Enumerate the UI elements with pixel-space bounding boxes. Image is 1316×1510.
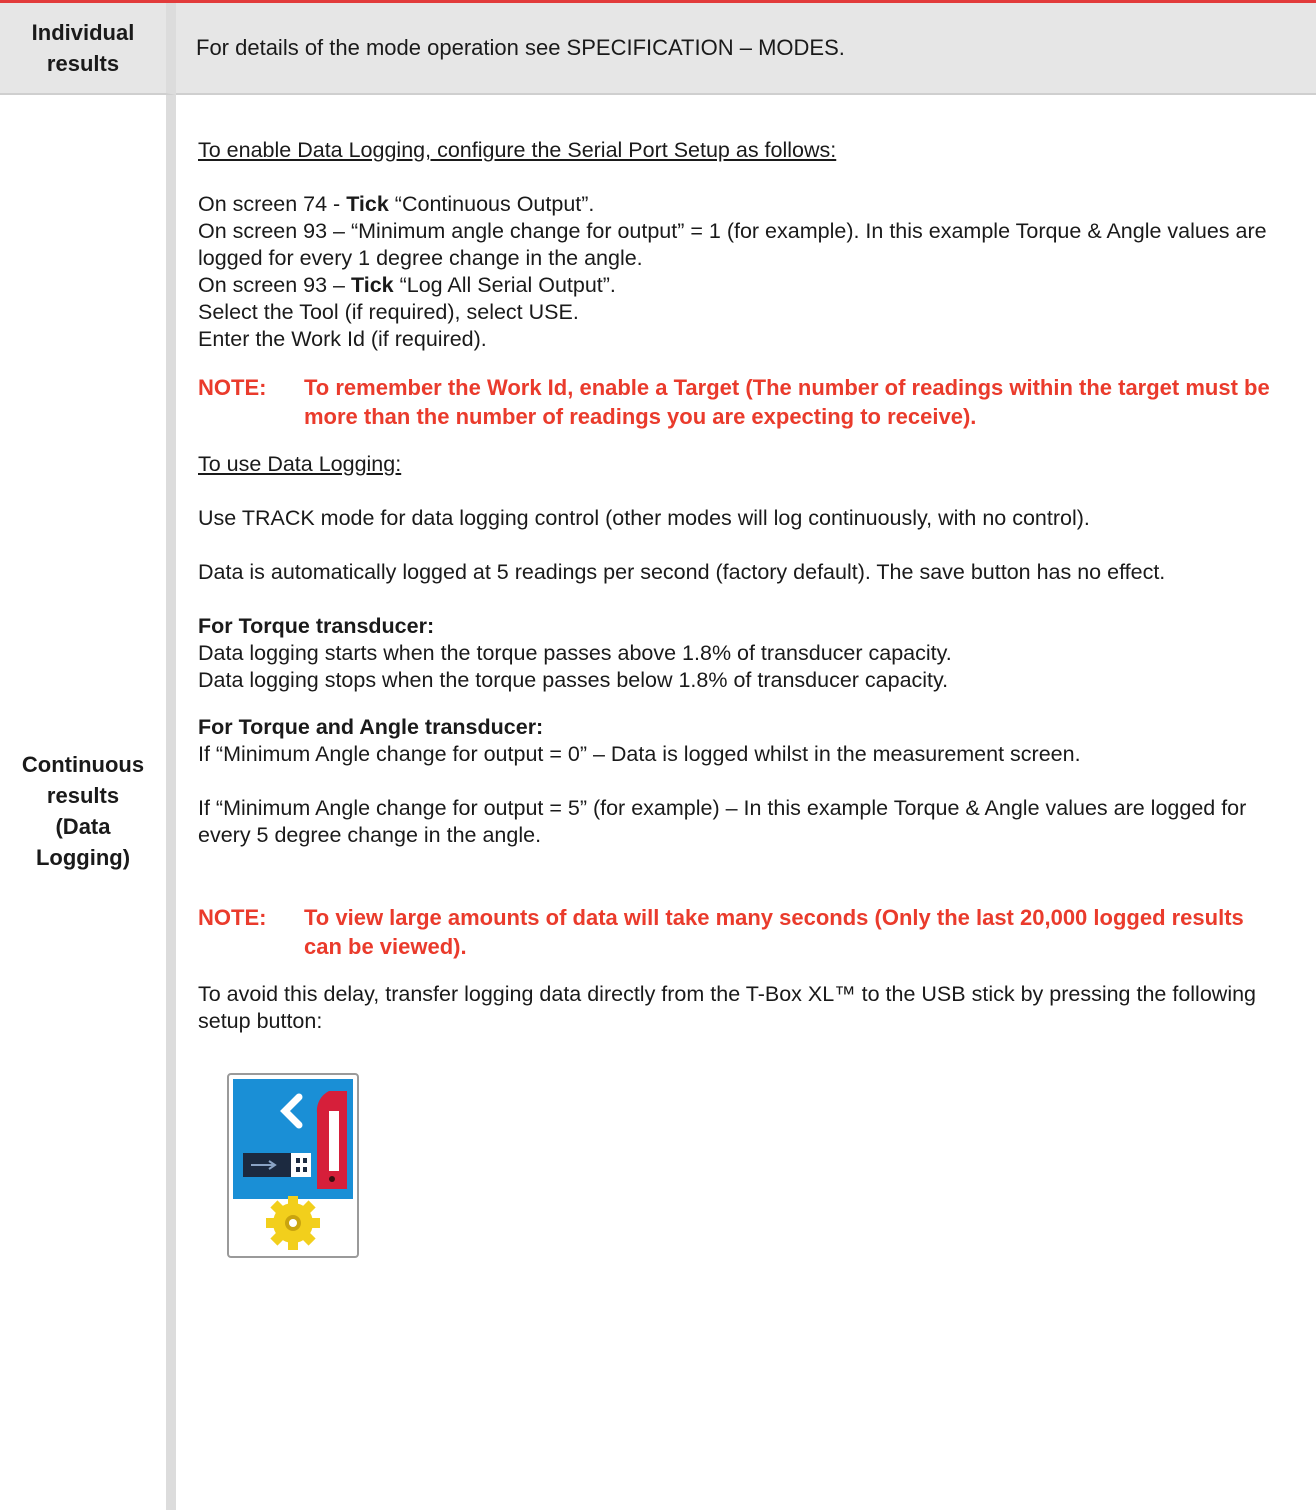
angle-heading: For Torque and Angle transducer: (198, 715, 544, 739)
note-label: NOTE: (198, 375, 267, 400)
step-screen-93-angle: On screen 93 – “Minimum angle change for output” = 1 (for example). In this example Torque & Angle values are logged for every 1 degree change in the angle. (198, 219, 1267, 270)
step-screen-93-log: On screen 93 – Tick “Log All Serial Output”. (198, 273, 616, 297)
row-content-individual (176, 3, 1316, 95)
step-screen-74: On screen 74 - Tick “Continuous Output”. (198, 192, 595, 216)
label-line: Logging) (35, 844, 131, 870)
note-label: NOTE: (198, 905, 267, 930)
torque-heading: For Torque transducer: (198, 614, 435, 638)
row-label-text: Individual results (31, 20, 135, 76)
angle-five-line: If “Minimum Angle change for output = 5” (for example) – In this example Torque & Angle values are logged for every 5 degree change in the angle. (198, 796, 1247, 847)
label-line: (Data (55, 813, 111, 839)
torque-stop-line: Data logging stops when the torque passes below 1.8% of transducer capacity. (198, 668, 949, 692)
row-label-individual (0, 3, 176, 95)
usb-transfer-setup-icon[interactable] (227, 1073, 359, 1258)
note-text: To view large amounts of data will take many seconds (Only the last 20,000 logged results can be viewed). (304, 905, 1244, 959)
enable-heading: To enable Data Logging, configure the Serial Port Setup as follows: (198, 138, 837, 162)
row-content-continuous (176, 95, 1316, 1510)
label-line: Continuous (21, 751, 145, 777)
mode-reference-text: For details of the mode operation see SPECIFICATION – MODES. (196, 35, 845, 60)
step-work-id: Enter the Work Id (if required). (198, 327, 487, 351)
note-large-data (198, 903, 1316, 961)
note-text: To remember the Work Id, enable a Target (The number of readings within the target must be more than the number of readings you are expecting to receive). (304, 375, 1270, 429)
label-line: results (46, 782, 120, 808)
angle-zero-line: If “Minimum Angle change for output = 0” – Data is logged whilst in the measurement screen. (198, 742, 1081, 766)
transfer-paragraph: To avoid this delay, transfer logging data directly from the T-Box XL™ to the USB stick by pressing the following setup button: (198, 982, 1257, 1033)
note-work-id (198, 373, 1316, 431)
auto-log-paragraph: Data is automatically logged at 5 readings per second (factory default). The save button has no effect. (198, 560, 1166, 584)
use-heading: To use Data Logging: (198, 452, 402, 476)
step-select-tool: Select the Tool (if required), select USE. (198, 300, 579, 324)
track-mode-paragraph: Use TRACK mode for data logging control (other modes will log continuously, with no control). (198, 506, 1090, 530)
spec-table (0, 3, 1316, 1510)
torque-start-line: Data logging starts when the torque passes above 1.8% of transducer capacity. (198, 641, 952, 665)
row-label-continuous (0, 95, 176, 1510)
